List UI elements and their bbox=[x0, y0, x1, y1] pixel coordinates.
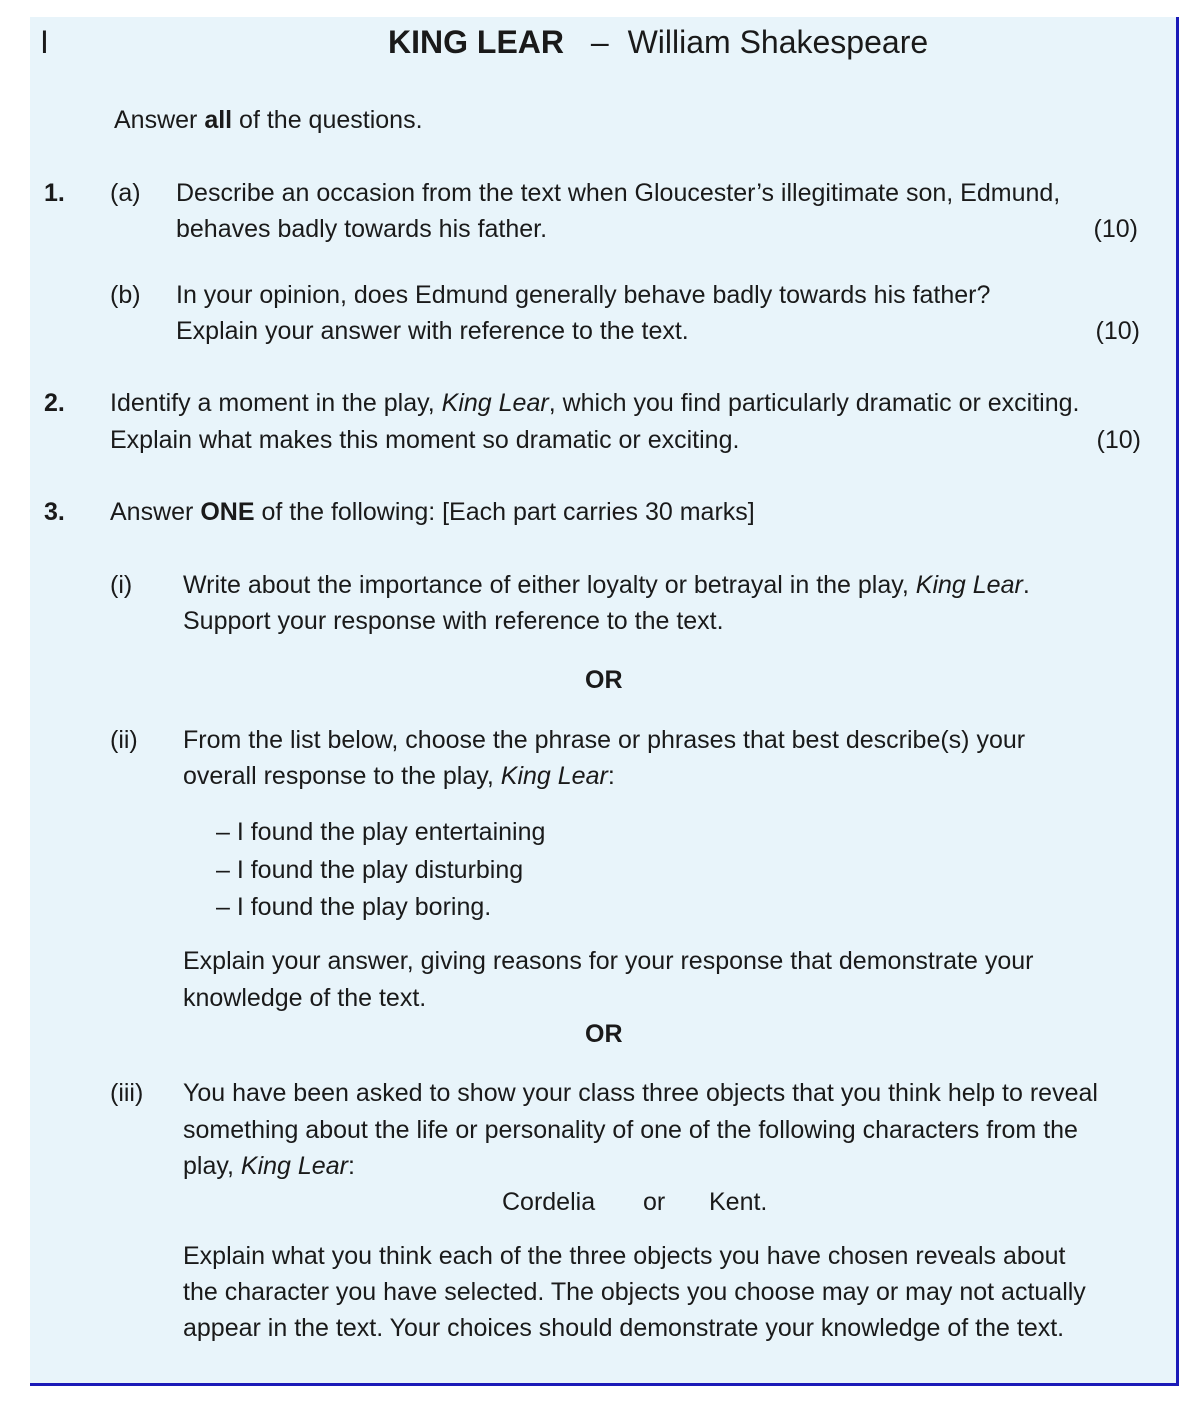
question-3ii-explain2: knowledge of the text. bbox=[183, 984, 427, 1012]
question-1b-line1: In your opinion, does Edmund generally behave badly towards his father? bbox=[176, 281, 991, 309]
title-dash: – bbox=[590, 24, 609, 60]
play-title: KING LEAR bbox=[388, 24, 564, 60]
or-divider-2: OR bbox=[585, 1020, 623, 1048]
question-3ii-label: (ii) bbox=[110, 726, 138, 754]
question-2-line2: Explain what makes this moment so dramatic or exciting. bbox=[110, 426, 740, 454]
character-option-cordelia: Cordelia bbox=[502, 1188, 596, 1216]
question-1b-label: (b) bbox=[110, 281, 141, 309]
question-2-line1: Identify a moment in the play, King Lear, which you find particularly dramatic or exciting. bbox=[110, 389, 1080, 417]
question-1-number: 1. bbox=[44, 179, 65, 207]
question-1b-marks: (10) bbox=[1095, 317, 1140, 345]
author-name: William Shakespeare bbox=[627, 24, 929, 60]
question-3iii-label: (iii) bbox=[110, 1079, 144, 1107]
question-1b-line2: Explain your answer with reference to the text. bbox=[176, 317, 689, 345]
response-option: – I found the play boring. bbox=[216, 893, 492, 921]
character-or: or bbox=[643, 1188, 666, 1216]
question-3-emphasis: ONE bbox=[200, 498, 255, 526]
play-title-italic: King Lear bbox=[500, 762, 608, 790]
question-3iii-line2: something about the life or personality of one of the following characters from the bbox=[183, 1116, 1078, 1144]
question-3i-label: (i) bbox=[110, 571, 133, 599]
play-title-italic: King Lear bbox=[240, 1152, 348, 1180]
response-option: – I found the play entertaining bbox=[216, 818, 546, 846]
question-3iii-line1: You have been asked to show your class three objects that you think help to reveal bbox=[183, 1079, 1098, 1107]
instruction: Answer all of the questions. bbox=[114, 106, 423, 134]
question-3i-line2: Support your response with reference to the text. bbox=[183, 607, 724, 635]
question-3ii-line2: overall response to the play, King Lear: bbox=[183, 762, 615, 790]
play-title-italic: King Lear bbox=[441, 389, 549, 417]
instruction-emphasis: all bbox=[204, 106, 233, 134]
question-2-number: 2. bbox=[44, 389, 65, 417]
question-3-number: 3. bbox=[44, 498, 65, 526]
question-3ii-line1: From the list below, choose the phrase or phrases that best describe(s) your bbox=[183, 726, 1026, 754]
play-title-italic: King Lear bbox=[915, 571, 1023, 599]
question-1a-line1: Describe an occasion from the text when Gloucester’s illegitimate son, Edmund, bbox=[176, 179, 1061, 207]
question-3iii-line3: play, King Lear: bbox=[183, 1152, 355, 1180]
question-3-intro: Answer ONE of the following: [Each part carries 30 marks] bbox=[110, 498, 755, 526]
character-option-kent: Kent. bbox=[709, 1188, 768, 1216]
question-3i-line1: Write about the importance of either loyalty or betrayal in the play, King Lear. bbox=[183, 571, 1030, 599]
question-3iii-explain2: the character you have selected. The objects you choose may or may not actually bbox=[183, 1278, 1086, 1306]
response-option: – I found the play disturbing bbox=[216, 856, 524, 884]
or-divider-1: OR bbox=[585, 666, 623, 694]
question-3iii-explain1: Explain what you think each of the three objects you have chosen reveals about bbox=[183, 1242, 1066, 1270]
question-1a-label: (a) bbox=[110, 179, 141, 207]
question-3ii-explain1: Explain your answer, giving reasons for your response that demonstrate your bbox=[183, 947, 1034, 975]
question-1a-marks: (10) bbox=[1093, 215, 1138, 243]
question-1a-line2: behaves badly towards his father. bbox=[176, 215, 548, 243]
question-3iii-explain3: appear in the text. Your choices should demonstrate your knowledge of the text. bbox=[183, 1314, 1065, 1342]
page-title bbox=[388, 20, 928, 64]
question-2-marks: (10) bbox=[1096, 426, 1141, 454]
section-label: I bbox=[40, 24, 49, 60]
